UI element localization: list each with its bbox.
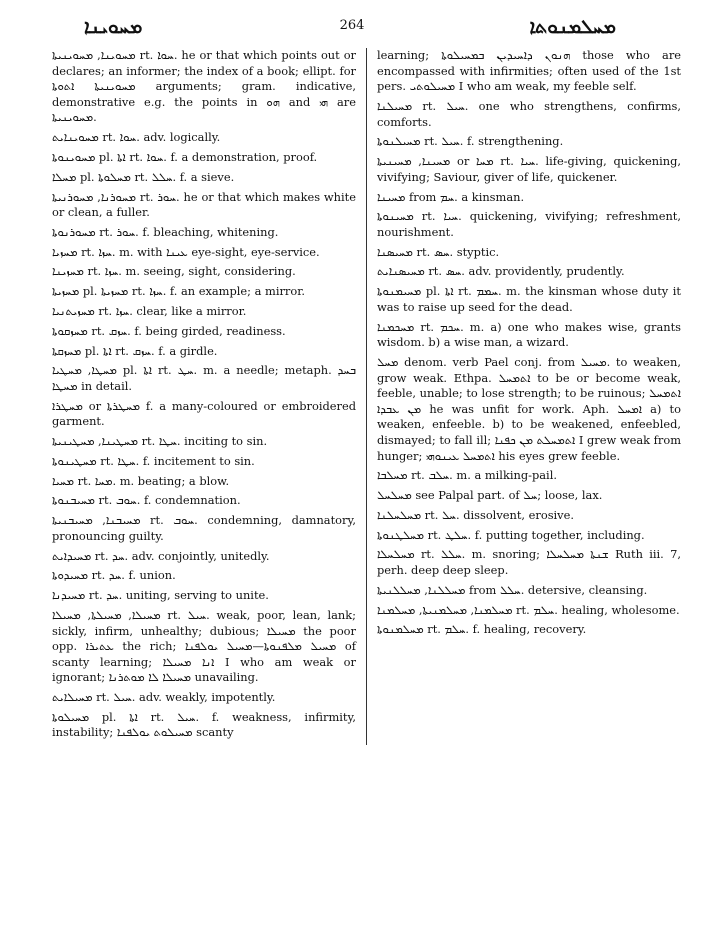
dictionary-entry: ܡܚܝܢܐ from ܚܡ. a kinsman. — [377, 189, 525, 204]
dictionary-entry: ܡܚܠܠܢܐ, ܡܚܠܠܢܝܬܐ from ܚܠܠ. detersive, cleansing. — [377, 582, 648, 597]
dictionary-entry: ܡܚܠܚܠܢܐ rt. ܚܠ. dissolvent, erosive. — [377, 507, 574, 522]
right-running-title: ܡܚܠܡܢܘܬܐ — [529, 16, 616, 38]
dictionary-entry: ܡܚܝܠܐ, ܡܚܝܠܬܐ, ܡܚܝܠܐ rt. ܚܝܠ. weak, poor, lean, lank; sickly, infirm, unhealthy; dubious; ܡܚܝܠܐ the poor opp. ܥܬܝܪܐ the rich; ܡܚܝܠ ܡܠܦܢܘܬܐ—ܡܚܝܠ ܝܘܠܦܢܐ of scanty learning; ܐܢܐ ܡܚܝܠܐ I who am weak or ignorant; ܡܚܝܠܐ ܠܐ ܡܘܬܪܢܐ unavailing. — [52, 607, 357, 685]
dictionary-entry: ܡܚܠܒܐ rt. ܚܠܒ. m. a milking-pail. — [377, 468, 557, 483]
left-running-title: ܡܚܘܝܢܐ — [84, 16, 143, 38]
dictionary-entry: ܡܚܛܝܢܘܬܐ rt. ܚܛܐ. f. incitement to sin. — [52, 453, 255, 468]
dictionary-entry: ܡܚܛܪܐ or ܡܚܛܪܬܐ f. a many-coloured or embroidered garment. — [52, 398, 356, 429]
dictionary-entry: ܡܚܘܪܢܐ, ܡܚܘܪܢܝܬܐ rt. ܚܘܪ. he or that which makes white or clean, a fuller. — [52, 189, 356, 220]
dictionary-entry: ܡܚܛܐ, ܡܚܛܝܐ pl. ܐܬܐ rt. ܚܛ. m. a needle; metaph. ܒܚܕ ܡܚܛܐ in detail. — [52, 363, 356, 393]
left-column — [52, 48, 366, 745]
dictionary-entry: learning; ܗܢܘܢ ܕܐܚܝܕܝܢ ܒܡܚܝܠܘܬܐ those who are encompassed with infirmities; often used of the 1st pers. ܡܚܝܠܘܬܝ I who am weak, my feeble self. — [377, 48, 682, 94]
dictionary-entry: ܡܚܠܛܢܘܬܐ rt. ܚܠܛ. f. putting together, including. — [377, 527, 645, 542]
dictionary-entry: ܡܚܠܡܢܘܬܐ rt. ܚܠܡ. f. healing, recovery. — [377, 622, 587, 637]
dictionary-entry: ܡܚܝܣܢܐ rt. ܚܣ. styptic. — [377, 244, 500, 259]
dictionary-entry: ܡܚܙܩܬܐ pl. ܐܬܐ rt. ܚܙܩ. f. a girdle. — [52, 343, 218, 358]
dictionary-entry: ܡܚܝܠܐܝܬ rt. ܚܝܠ. adv. weakly, impotently. — [52, 690, 276, 705]
dictionary-entry: ܡܚܘܝܢܐ, ܡܚܘܝܢܝܬܐ rt. ܚܘܐ. he or that which points out or declares; an informer; the index of a book; ellipt. for ܡܚܘܝܢܝܬܐ ܐܬܘܬܐ arguments; gram. indicative, demonstrative e.g. the points in ܗܘ and ܗܝ are ܡܚܘܝܢܝܬܐ. — [52, 48, 357, 125]
dictionary-entry: ܡܚܝܢܐ, ܡܚܝܢܝܬܐ or ܡܚܐ rt. ܚܝܐ. life-giving, quickening, vivifying; Saviour, giver of life, quickener. — [377, 154, 681, 184]
dictionary-entry: ܡܚܘܝܢܐܝܬ rt. ܚܘܐ. adv. logically. — [52, 130, 221, 145]
dictionary-entry: ܡܚܝܕܘܬܐ rt. ܚܕ. f. union. — [52, 568, 176, 583]
dictionary-entry: ܡܚܝܢܘܬܐ rt. ܚܝܐ. quickening, vivifying; refreshment, nourishment. — [377, 209, 682, 239]
dictionary-entry: ܡܚܝܡܢܘܬܐ pl. ܐܬܐ rt. ܚܡܡ. m. the kinsman whose duty it was to raise up seed for the dead. — [377, 284, 682, 314]
dictionary-entry: ܡܚܙܝܬܢܝܐ rt. ܚܙܐ. clear, like a mirror. — [52, 304, 247, 318]
dictionary-entry: ܡܚܛܝܢܐ, ܡܚܛܝܢܝܬܐ rt. ܚܛܐ. inciting to sin. — [52, 434, 268, 449]
dictionary-entry: ܡܚܝܕܐܝܬ rt. ܚܕ. adv. conjointly, unitedly. — [52, 548, 270, 563]
dictionary-entry: ܡܚܝܠܢܘܬܐ rt. ܚܝܠ. f. strengthening. — [377, 134, 564, 149]
dictionary-entry: ܡܚܙܝܐ rt. ܚܙܐ. m. with ܥܝܢܐ eye-sight, eye-service. — [52, 244, 320, 259]
dictionary-entry: ܡܚܝܕܢܐ rt. ܚܕ. uniting, serving to unite. — [52, 588, 269, 603]
page-number: 264 — [339, 18, 365, 33]
two-column-body — [52, 48, 682, 745]
dictionary-entry: ܡܚܠ denom. verb Pael conj. from ܡܚܝܠ. to weaken, grow weak. Ethpa. ܐܬܡܚܠ to be or become weak, feeble, unable; to lose strength; to be ruinous; ܐܬܡܚܠ ܡܢ ܥܒܕܐ he was unfit for work. Aph. ܐܡܚܠ a) to weaken, enfeeble. b) to be weakened, enfeebled, dismayed; to fall ill; ܐܬܡܚܠܬ ܡܢ ܟܦܢܐ I grew weak from hunger; ܐܬܡܚܠ ܥܝܢܘܗܝ his eyes grew feeble. — [377, 354, 682, 463]
dictionary-entry: ܡܚܝܐ rt. ܡܚܐ. m. beating; a blow. — [52, 473, 230, 488]
dictionary-entry: ܡܚܝܒܢܘܬܐ rt. ܚܘܒ. f. condemnation. — [52, 493, 241, 508]
dictionary-entry: ܡܚܙܝܬܐ pl. ܡܚܙܝܬܐ rt. ܚܙܐ. f. an example; a mirror. — [52, 284, 306, 299]
dictionary-entry: ܡܚܙܩܘܬܐ rt. ܚܙܩ. f. being girded, readiness. — [52, 323, 286, 338]
dictionary-entry: ܡܚܝܒܢܐ, ܡܚܝܒܢܝܬܐ rt. ܚܘܒ. condemning, damnatory, pronouncing guilty. — [52, 513, 357, 543]
dictionary-entry: ܡܚܠܡܢܐ, ܡܚܠܡܢܝܬܐ, ܡܚܠܡܢܐ rt. ܚܠܡ. healing, wholesome. — [377, 602, 680, 617]
dictionary-entry: ܡܚܘܪܢܘܬܐ rt. ܚܘܪ. f. bleaching, whitening. — [52, 224, 279, 239]
dictionary-entry: ܡܚܝܠܘܬܐ pl. ܐܬܐ rt. ܚܝܠ. f. weakness, infirmity, instability; ܡܚܝܠܘܬ ܝܘܠܦܢܐ scanty — [52, 709, 357, 740]
page-header — [44, 14, 660, 44]
dictionary-entry: ܡܚܟܡܢܐ rt. ܚܟܡ. m. a) one who makes wise, grants wisdom. b) a wise man, a wizard. — [377, 319, 682, 350]
right-column — [366, 48, 681, 745]
dictionary-entry: ܡܚܠܚܠܐ rt. ܚܠܠ. m. snoring; ܫܢܬܐ ܡܚܠܚܠܐ Ruth iii. 7, perh. deep deep sleep. — [377, 547, 681, 578]
dictionary-entry: ܡܚܠܚܠ see Palpal part. of ܚܠ; loose, lax. — [377, 488, 603, 503]
dictionary-entry: ܡܚܠܐ pl. ܡܚܠܘܬܐ rt. ܚܠܠ. f. a sieve. — [52, 169, 235, 184]
dictionary-entry: ܡܚܙܝܢܐ rt. ܚܙܐ. m. seeing, sight, considering. — [52, 264, 296, 279]
dictionary-entry: ܡܚܘܝܢܘܬܐ pl. ܐܬܐ rt. ܚܘܐ. f. a demonstration, proof. — [52, 149, 318, 164]
dictionary-entry: ܡܚܝܠܢܐ rt. ܚܝܠ. one who strengthens, confirms, comforts. — [377, 98, 681, 129]
dictionary-entry: ܡܚܝܣܢܐܝܬ rt. ܚܣ. adv. providently, prudently. — [377, 264, 625, 279]
